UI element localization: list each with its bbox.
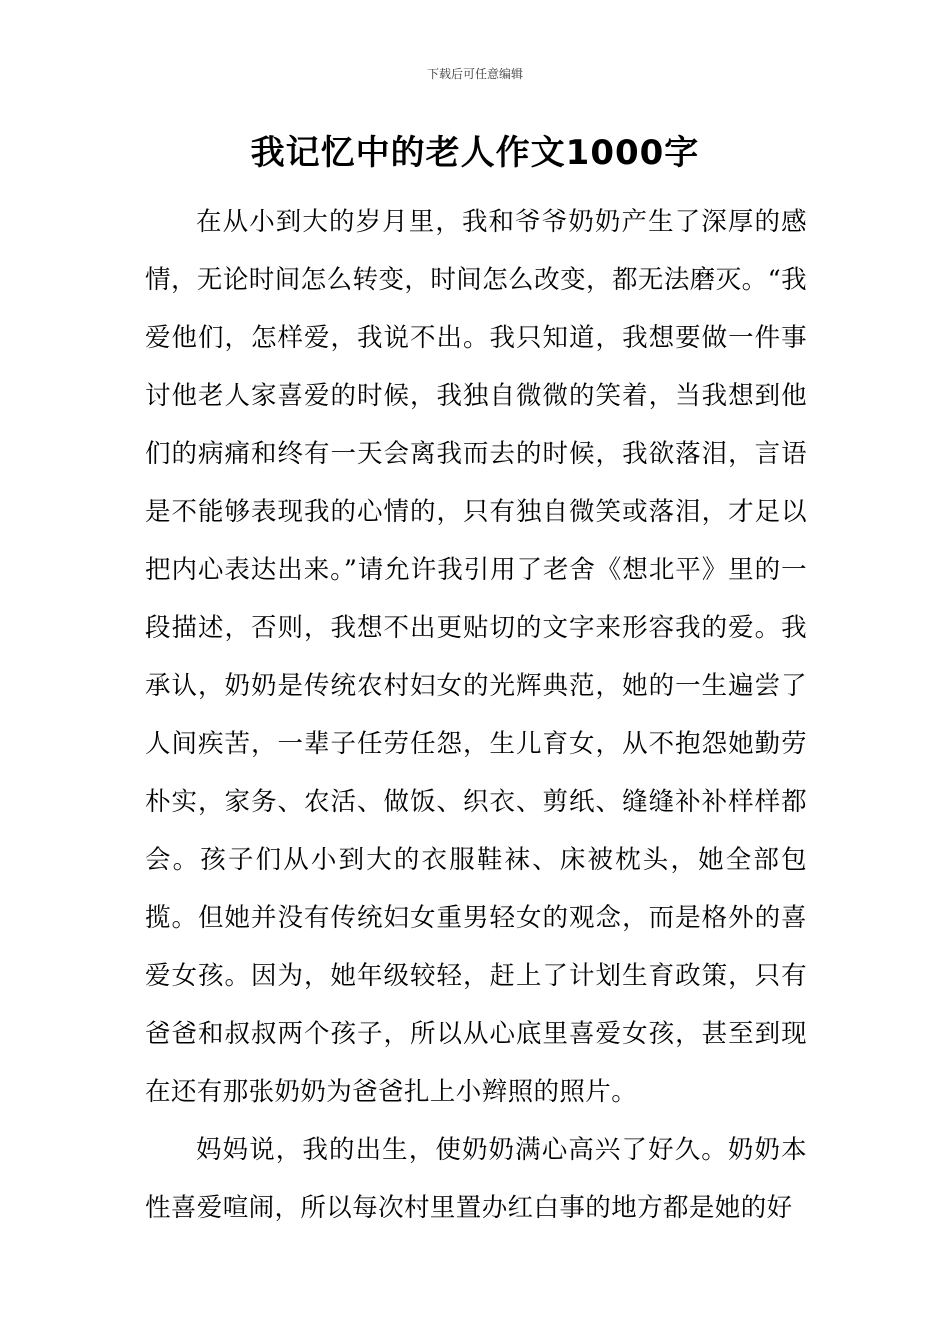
document-title: 我记忆中的老人作文1000字 [250,133,700,173]
paragraph-1: 在从小到大的岁月里，我和爷爷奶奶产生了深厚的感情，无论时间怎么转变，时间怎么改变，都无法磨灭。“我爱他们，怎样爱，我说不出。我只知道，我想要做一件事讨他老人家喜爱的时候，我独自微微的笑着，当我想到他们的病痛和终有一天会离我而去的时候，我欲落泪，言语是不能够表现我的心情的，只有独自微笑或落泪，才足以把内心表达出来。”请允许我引用了老舍《想北平》里的一段描述，否则，我想不出更贴切的文字来形容我的爱。我承认，奶奶是传统农村妇女的光辉典范，她的一生遍尝了人间疾苦，一辈子任劳任怨，生儿育女，从不抱怨她勤劳朴实，家务、农活、做饭、织衣、剪纸、缝缝补补样样都会。孩子们从小到大的衣服鞋袜、床被枕头，她全部包揽。但她并没有传统妇女重男轻女的观念，而是格外的喜爱女孩。因为，她年级较轻，赶上了计划生育政策，只有爸爸和叔叔两个孩子，所以从心底里喜爱女孩，甚至到现在还有那张奶奶为爸爸扎上小辫照的照片。 [145,207,807,1107]
document-body [145,193,807,1237]
paragraph-2: 妈妈说，我的出生，使奶奶满心高兴了好久。奶奶本性喜爱喧闹，所以每次村里置办红白事的地方都是她的好 [145,1135,807,1223]
header-note: 下载后可任意编辑 [426,67,523,81]
